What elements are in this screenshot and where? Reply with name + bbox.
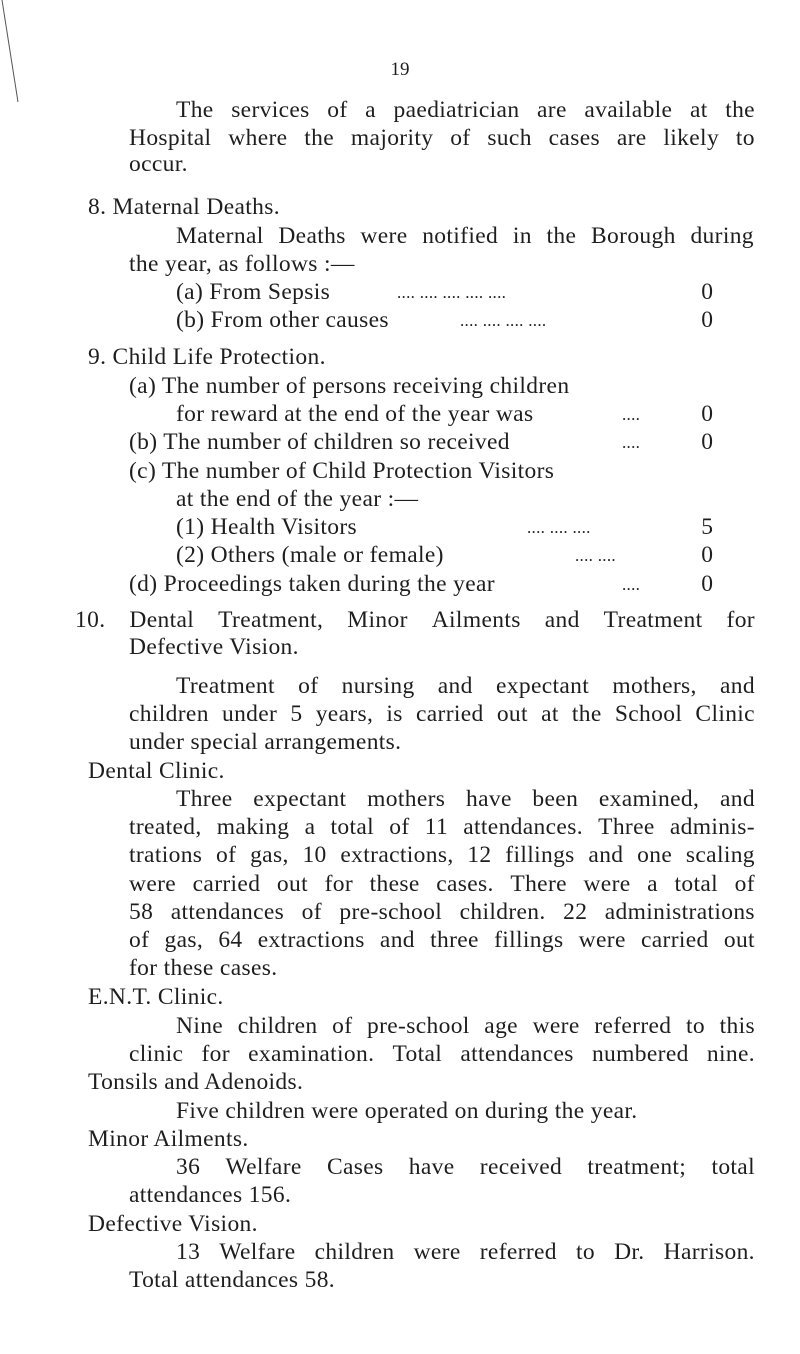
word: Minor xyxy=(347,607,408,633)
child-a-line-2: for reward at the end of the year was xyxy=(176,401,534,427)
word: Cases xyxy=(326,1154,384,1180)
child-c-line-1: (c) The number of Child Protection Visitors xyxy=(129,458,555,484)
word: children. xyxy=(459,899,546,925)
maternal-other-leader: .... .... .... .... xyxy=(460,311,547,330)
word: Treatment xyxy=(176,673,275,699)
child-d-value: 0 xyxy=(701,571,713,597)
word: the xyxy=(304,125,335,151)
word: were xyxy=(129,871,177,897)
word: of xyxy=(389,814,410,840)
section-8-para-line-1 xyxy=(176,221,754,251)
word: scaling xyxy=(685,842,755,868)
word: extractions, xyxy=(340,842,454,868)
child-c-line-2: at the end of the year :— xyxy=(176,486,419,512)
maternal-sepsis-label: (a) From Sepsis xyxy=(176,279,331,305)
word: attendances. xyxy=(463,814,583,840)
word: services xyxy=(231,97,310,123)
word: Hospital xyxy=(129,125,212,151)
other-visitors-leader: .... .... xyxy=(575,546,616,565)
word: Ailments xyxy=(431,607,521,633)
dental-line-7: for these cases. xyxy=(129,955,278,981)
word: adminis- xyxy=(669,814,755,840)
word: are xyxy=(537,97,567,123)
word: where xyxy=(228,125,288,151)
word: out xyxy=(723,927,755,953)
word: pre-school xyxy=(339,899,443,925)
word: out xyxy=(276,871,308,897)
word: There xyxy=(510,871,567,897)
word: and xyxy=(588,842,624,868)
vision-line-1 xyxy=(176,1237,755,1267)
section-8-para-line-2: the year, as follows :— xyxy=(129,251,355,277)
dental-clinic-heading: Dental Clinic. xyxy=(88,758,225,784)
word: 10. xyxy=(75,607,106,633)
word: treatment; xyxy=(587,1154,687,1180)
word: paediatrician xyxy=(393,97,520,123)
scan-edge-line xyxy=(0,0,100,110)
word: The xyxy=(176,97,214,123)
word: a xyxy=(365,97,376,123)
word: carried xyxy=(415,701,484,727)
section-8-heading: 8. Maternal Deaths. xyxy=(88,194,280,220)
word: Welfare xyxy=(225,1154,302,1180)
maternal-other-label: (b) From other causes xyxy=(176,307,389,333)
word: referred xyxy=(479,1239,557,1265)
word: Dr. xyxy=(614,1239,645,1265)
word: Total xyxy=(392,1041,443,1067)
word: in xyxy=(512,223,532,249)
intro-line-1 xyxy=(176,95,755,125)
word: administrations xyxy=(604,899,755,925)
word: School xyxy=(614,701,683,727)
word: available xyxy=(584,97,673,123)
word: of xyxy=(301,899,322,925)
word: expectant xyxy=(253,786,347,812)
ent-clinic-heading: E.N.T. Clinic. xyxy=(88,984,224,1010)
word: Welfare xyxy=(219,1239,296,1265)
word: mothers, xyxy=(612,673,697,699)
maternal-sepsis-value: 0 xyxy=(701,279,713,305)
word: of xyxy=(450,125,471,151)
word: Three xyxy=(598,814,655,840)
word: one xyxy=(637,842,673,868)
word: total xyxy=(711,1154,755,1180)
word: under xyxy=(221,701,278,727)
word: a xyxy=(647,871,658,897)
child-a-line-1: (a) The number of persons receiving children xyxy=(129,373,570,399)
health-visitors-value: 5 xyxy=(701,514,713,540)
word: Borough xyxy=(591,223,676,249)
word: Deaths xyxy=(278,223,346,249)
word: were xyxy=(413,1239,461,1265)
word: for xyxy=(201,1041,230,1067)
dental-line-6 xyxy=(129,925,755,955)
word: and xyxy=(379,927,415,953)
treatment-line-2 xyxy=(129,699,755,729)
word: attendances xyxy=(460,1041,574,1067)
word: these xyxy=(369,871,420,897)
word: trations xyxy=(129,842,203,868)
word: children xyxy=(314,1239,395,1265)
word: extractions xyxy=(257,927,365,953)
word: were xyxy=(583,871,631,897)
section-10-heading-line-1 xyxy=(75,605,755,635)
ent-line-2 xyxy=(129,1039,755,1069)
word: notified xyxy=(422,223,499,249)
word: children xyxy=(237,1013,318,1039)
word: examined, xyxy=(598,786,700,812)
word: 36 xyxy=(176,1154,201,1180)
other-visitors-value: 0 xyxy=(701,542,713,568)
minor-ailments-heading: Minor Ailments. xyxy=(88,1126,249,1152)
word: the xyxy=(546,223,577,249)
word: carried xyxy=(192,871,261,897)
word: were xyxy=(578,927,626,953)
word: total xyxy=(330,814,375,840)
word: majority xyxy=(350,125,434,151)
word: likely xyxy=(663,125,720,151)
word: making xyxy=(216,814,290,840)
word: Clinic xyxy=(695,701,755,727)
word: Treatment xyxy=(603,607,703,633)
tonsils-line-1: Five children were operated on during the year. xyxy=(176,1098,638,1124)
word: 5 xyxy=(290,701,303,727)
word: the xyxy=(725,97,755,123)
health-visitors-leader: .... .... .... xyxy=(527,518,591,537)
ent-line-1 xyxy=(176,1011,755,1041)
word: Maternal xyxy=(176,223,264,249)
word: cases. xyxy=(436,871,494,897)
child-a-leader: .... xyxy=(622,405,641,424)
word: age xyxy=(484,1013,518,1039)
maternal-other-value: 0 xyxy=(701,307,713,333)
word: pre-school xyxy=(367,1013,470,1039)
word: were xyxy=(532,1013,580,1039)
word: 11 xyxy=(424,814,449,840)
word: of xyxy=(298,673,319,699)
word: carried xyxy=(640,927,709,953)
dental-line-5 xyxy=(129,897,755,927)
word: of xyxy=(332,1013,353,1039)
child-b-leader: .... xyxy=(622,433,641,452)
word: have xyxy=(465,786,512,812)
defective-vision-heading: Defective Vision. xyxy=(88,1211,258,1237)
word: for xyxy=(324,871,354,897)
word: 58 xyxy=(129,899,154,925)
dental-line-4 xyxy=(129,869,755,899)
word: fillings xyxy=(494,927,564,953)
word: numbered xyxy=(591,1041,689,1067)
health-visitors-label: (1) Health Visitors xyxy=(176,514,358,540)
word: to xyxy=(735,125,755,151)
word: fillings xyxy=(505,842,575,868)
word: the xyxy=(571,701,602,727)
word: 22 xyxy=(563,899,588,925)
word: children xyxy=(129,701,209,727)
child-d-line: (d) Proceedings taken during the year xyxy=(129,571,495,597)
word: Harrison. xyxy=(663,1239,755,1265)
word: out xyxy=(496,701,528,727)
child-b-line: (b) The number of children so received xyxy=(129,429,510,455)
word: nursing xyxy=(341,673,415,699)
word: have xyxy=(408,1154,455,1180)
word: attendances xyxy=(170,899,285,925)
word: and xyxy=(437,673,473,699)
dental-line-3 xyxy=(129,840,755,870)
intro-line-3: occur. xyxy=(129,151,188,177)
word: Three xyxy=(176,786,233,812)
word: and xyxy=(719,786,755,812)
word: been xyxy=(532,786,579,812)
minor-line-2: attendances 156. xyxy=(129,1182,292,1208)
word: 12 xyxy=(467,842,492,868)
section-10-heading-line-2: Defective Vision. xyxy=(129,634,299,660)
word: expectant xyxy=(495,673,590,699)
word: at xyxy=(689,97,708,123)
word: of xyxy=(216,842,237,868)
word: 13 xyxy=(176,1239,201,1265)
word: to xyxy=(576,1239,595,1265)
word: treated, xyxy=(129,814,202,840)
word: three xyxy=(430,927,479,953)
word: and xyxy=(544,607,580,633)
word: of xyxy=(129,927,150,953)
word: gas, xyxy=(164,927,204,953)
word: for xyxy=(726,607,755,633)
maternal-sepsis-leader: .... .... .... .... .... xyxy=(397,283,507,302)
word: total xyxy=(674,871,719,897)
word: of xyxy=(734,871,755,897)
word: Dental xyxy=(129,607,195,633)
child-d-leader: .... xyxy=(622,575,641,594)
word: at xyxy=(541,701,559,727)
word: mothers xyxy=(367,786,446,812)
word: gas, xyxy=(250,842,289,868)
word: a xyxy=(304,814,316,840)
word: examination. xyxy=(248,1041,375,1067)
vision-line-2: Total attendances 58. xyxy=(129,1267,336,1293)
minor-line-1 xyxy=(176,1152,755,1182)
word: are xyxy=(616,125,647,151)
word: Treatment, xyxy=(218,607,324,633)
word: to xyxy=(686,1013,705,1039)
word: years, xyxy=(315,701,374,727)
word: received xyxy=(479,1154,563,1180)
word: this xyxy=(719,1013,755,1039)
word: were xyxy=(360,223,408,249)
word: such xyxy=(487,125,532,151)
other-visitors-label: (2) Others (male or female) xyxy=(176,542,444,568)
treatment-line-3: under special arrangements. xyxy=(129,729,402,755)
word: clinic xyxy=(129,1041,184,1067)
word: 10 xyxy=(302,842,327,868)
word: and xyxy=(720,673,755,699)
page-number: 19 xyxy=(390,59,410,80)
intro-line-2 xyxy=(129,123,755,153)
dental-line-1 xyxy=(176,784,755,814)
child-b-value: 0 xyxy=(701,429,713,455)
tonsils-heading: Tonsils and Adenoids. xyxy=(88,1069,304,1095)
word: referred xyxy=(594,1013,672,1039)
word: nine. xyxy=(706,1041,755,1067)
section-9-heading: 9. Child Life Protection. xyxy=(88,344,326,370)
word: during xyxy=(690,223,754,249)
word: is xyxy=(386,701,403,727)
word: of xyxy=(327,97,348,123)
treatment-line-1 xyxy=(176,671,755,701)
word: 64 xyxy=(218,927,243,953)
child-a-value: 0 xyxy=(701,401,713,427)
word: Nine xyxy=(176,1013,224,1039)
dental-line-2 xyxy=(129,812,755,842)
word: cases xyxy=(548,125,600,151)
